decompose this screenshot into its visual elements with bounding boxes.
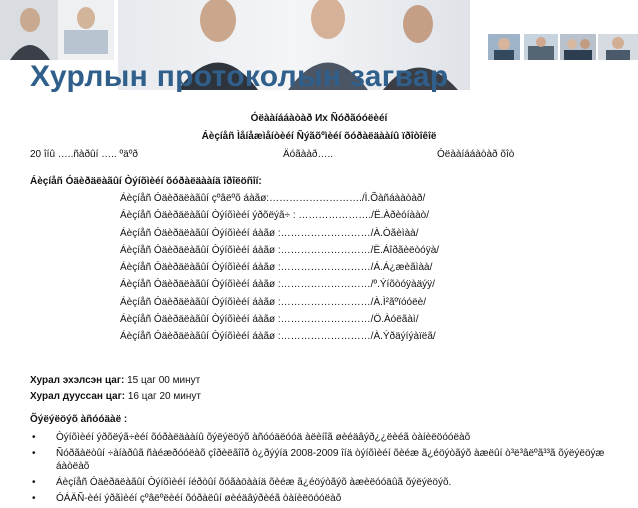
discussion-item bbox=[30, 476, 630, 489]
attendees-heading: Áèçíåñ Óäèðäëàãûí Òýíõìèéí õóðàëäààíä îðîëöñîí: bbox=[30, 176, 262, 187]
attendee-item: Áèçíåñ Óäèðäëàãûí çºâëºõ áàãø:………………………./Ì.Õàñáààòàð/ bbox=[120, 193, 426, 204]
attendee-item: Áèçíåñ Óäèðäëàãûí Òýíõìèéí áàãø :………………………/º.Ýíõòóÿàäýÿ/ bbox=[120, 279, 435, 291]
attendee-item: Áèçíåñ Óäèðäëàãûí Òýíõìèéí áàãø :………………………/À.Ýðäýíýàïëã/ bbox=[120, 331, 436, 343]
business-photo-6 bbox=[598, 34, 638, 60]
meeting-date: 20 îíû …..ñàðûí ….. ºäºð bbox=[30, 149, 138, 160]
business-photo-4 bbox=[524, 34, 558, 60]
discussion-text: Ñóðãàëòûí ÷àíàðûã ñàéæðóóëàõ çîðèëãîîð ò¿ðýýíä 2008-2009 îíä òýíõìèéí õèéæ ã¿éöýòãýõ àæëûí ò³ë³âëºã³³ã õýëýëöýæ áàòëàõ bbox=[56, 448, 605, 472]
discussion-text: Òýíõìèéí ýðõëýã÷èéí õóðàëäààíû õýëýëöýõ àñóóäëóóä àëèíîã øèéäâýð¿¿ëèéã òàíèëöóóëàõ bbox=[56, 432, 471, 443]
business-photo-2 bbox=[58, 0, 114, 60]
business-photo-5 bbox=[560, 34, 596, 60]
business-photo-1 bbox=[0, 0, 58, 60]
attendee-item: Áèçíåñ Óäèðäëàãûí Òýíõìèéí ýðõëýã÷ : …………………./Ë.Àðèóíààò/ bbox=[120, 210, 429, 222]
discussion-item bbox=[30, 447, 630, 473]
discussion-item bbox=[30, 431, 630, 444]
attendee-item: Áèçíåñ Óäèðäëàãûí Òýíõìèéí áàãø :………………………/Ö.Àóëãàì/ bbox=[120, 314, 419, 326]
discussion-heading: Õýëýëöýõ àñóóäàë : bbox=[30, 414, 128, 425]
header-photo-strip bbox=[0, 0, 638, 60]
attendee-item: Áèçíåñ Óäèðäëàãûí Òýíõìèéí áàãø :………………………/À.Òãèìàà/ bbox=[120, 227, 419, 239]
discussion-text: ÓÁÄÑ-èéí ýðãìèéí çºâëºëèéí õóðàëûí øèéäâýðèéã òàíèëöóóëàõ bbox=[56, 493, 342, 504]
slide-title: Хурлын протоколын загвар bbox=[30, 60, 449, 93]
bullet-icon: • bbox=[32, 493, 36, 504]
bullet-icon: • bbox=[32, 448, 36, 459]
start-time bbox=[30, 375, 200, 386]
discussion-list bbox=[30, 431, 630, 508]
business-photo-3 bbox=[488, 34, 520, 60]
start-time-label: Хурал эхэлсэн цаг: bbox=[30, 375, 125, 386]
attendee-item: Áèçíåñ Óäèðäëàãûí Òýíõìèéí áàãø :………………………/Ë.Áîðãèëòóÿà/ bbox=[120, 244, 440, 256]
attendee-item: Áèçíåñ Óäèðäëàãûí Òýíõìèéí áàãø :………………………/À.Ì²ãºïóóëè/ bbox=[120, 296, 427, 308]
discussion-item bbox=[30, 492, 630, 505]
end-time-label: Хурал дууссан цаг: bbox=[30, 391, 126, 402]
end-time-value: 16 цаг 20 минут bbox=[127, 391, 201, 402]
discussion-text: Áèçíåñ Óäèðäëàãûí Òýíõìèéí íéðòûí õóãàöààíä õèéæ ã¿éöýòãýõ àæèëóóäûã õýëýëöýõ. bbox=[56, 477, 452, 488]
attendee-item: Áèçíåñ Óäèðäëàãûí Òýíõìèéí áàãø :………………………/Á.Á¿æèãìàà/ bbox=[120, 262, 433, 274]
document-heading: Áèçíåñ Ìåíåæìåíòèéí Ñýãõºìèéí õóðàëäààíû ïðîòîêîë bbox=[201, 131, 437, 142]
start-time-value: 15 цаг 00 минут bbox=[127, 375, 201, 386]
bullet-icon: • bbox=[32, 432, 36, 443]
attendees-list bbox=[120, 193, 439, 349]
meeting-place: Óëààíááàòàð õîò bbox=[437, 149, 515, 160]
organization-name: Óëààíááàòàð Их Ñóðãóóëèéí bbox=[250, 113, 388, 124]
protocol-number: Äóãààð….. bbox=[283, 149, 334, 160]
end-time bbox=[30, 391, 201, 402]
bullet-icon: • bbox=[32, 477, 36, 488]
